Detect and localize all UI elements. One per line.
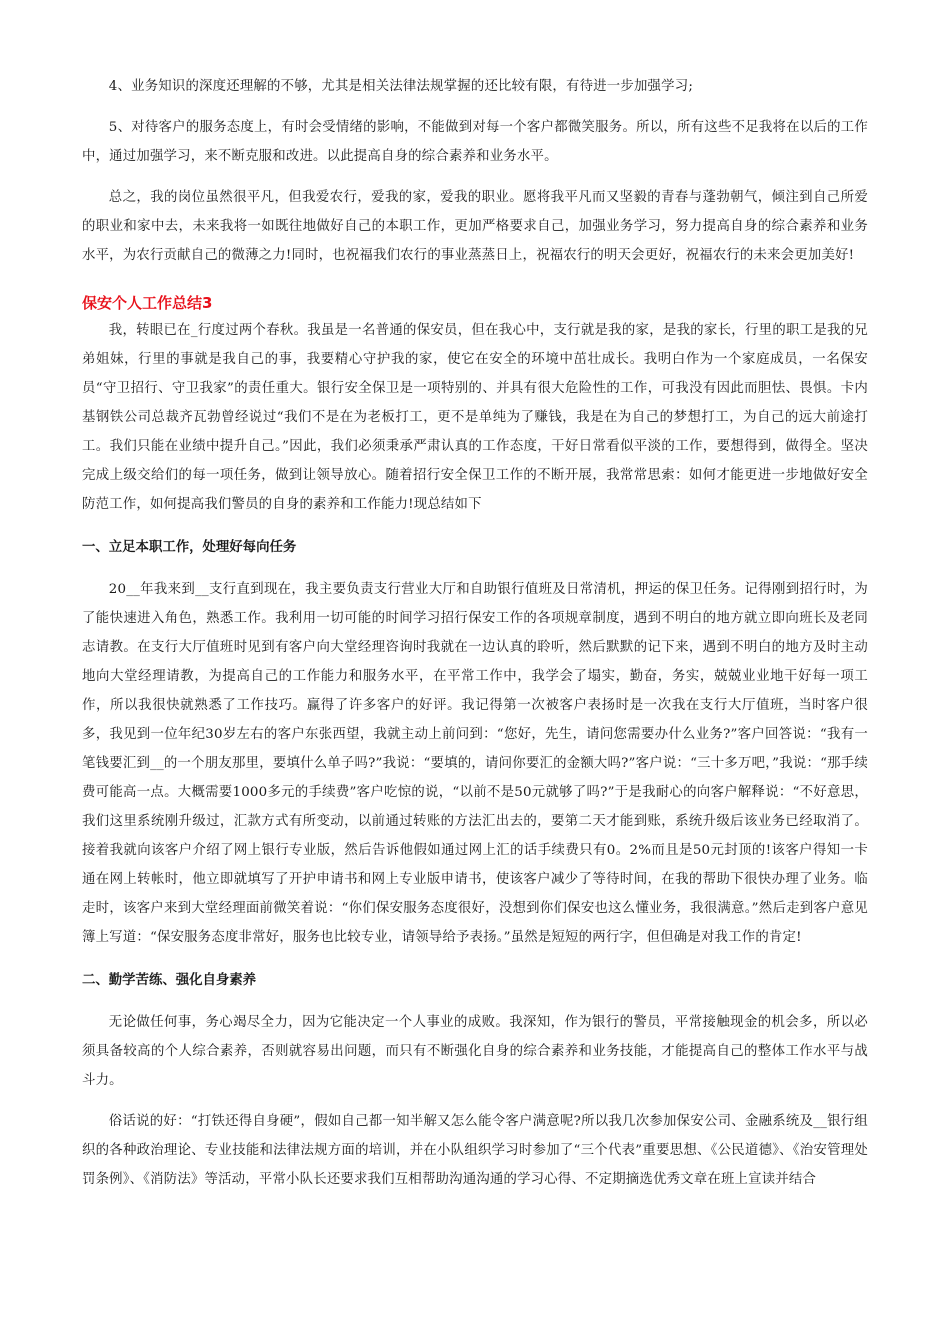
section-1-body: 20__年我来到__支行直到现在，我主要负责支行营业大厅和自助银行值班及日常清机，押运的保卫任务。记得刚到招行时，为了能快速进入角色，熟悉工作。我利用一切可能的时间学习招行保安工作的各项规章制度，遇到不明白的地方就立即向班长及老同志请教。在支行大厅值班时见到有客户向大堂经理咨询时我就在一边认真的聆听，然后默默的记下来，遇到不明白的地方及时主动地向大堂经理请教，为提高自己的工作能力和服务水平，在平常工作中，我学会了塌实，勤奋，务实，兢兢业业地干好每一项工作，所以我很快就熟悉了工作技巧。赢得了许多客户的好评。我记得第一次被客户表扬时是一次我在支行大厅值班，当时客户很多，我见到一位年纪30岁左右的客户东张西望，我就主动上前问到：“您好，先生，请问您需要办什么业务?”客户回答说：“我有一笔钱要汇到__的一个朋友那里，要填什么单子吗?”我说：“要填的，请问你要汇的金额大吗?”客户说：“三十多万吧，”我说：“那手续费可能高一点。大概需要1000多元的手续费”客户吃惊的说，“以前不是50元就够了吗?”于是我耐心的向客户解释说：“不好意思，我们这里系统刚升级过，汇款方式有所变动，以前通过转账的方法汇出去的，要第二天才能到账，系统升级后该业务已经取消了。接着我就向该客户介绍了网上银行专业版，然后告诉他假如通过网上汇的话手续费只有0。2%而且是50元封顶的!该客户得知一卡通在网上转帐时，他立即就填写了开护申请书和网上专业版申请书，使该客户减少了等待时间，在我的帮助下很快办理了业务。临走时，该客户来到大堂经理面前微笑着说：“你们保安服务态度很好，没想到你们保安也这么懂业务，我很满意。”然后走到客户意见簿上写道：“保安服务态度非常好，服务也比较专业，请领导给予表扬。”虽然是短短的两行字，但但确是对我工作的肯定! xyxy=(82,582,868,945)
section-1-heading: 一、立足本职工作，处理好每向任务 xyxy=(82,540,297,555)
conclusion-paragraph: 总之，我的岗位虽然很平凡，但我爱农行，爱我的家，爱我的职业。愿将我平凡而又坚毅的青春与蓬勃朝气，倾注到自己所爱的职业和家中去，未来我将一如既往地做好自己的本职工作，更加严格要求自己，加强业务学习，努力提高自身的综合素养和业务水平，为农行贡献自己的微薄之力!同时，也祝福我们农行的事业蒸蒸日上，祝福农行的明天会更好，祝福农行的未来会更加美好! xyxy=(82,190,868,263)
list-item-4: 4、业务知识的深度还理解的不够，尤其是相关法律法规掌握的还比较有限，有待进一步加强学习; xyxy=(108,79,694,94)
section-2-heading: 二、勤学苦练、强化自身素养 xyxy=(82,973,257,988)
section-2-paragraph: 俗话说的好：“打铁还得自身硬”，假如自己都一知半解又怎么能令客户满意呢?所以我几次参加保安公司、金融系统及__银行组织的各种政治理论、专业技能和法律法规方面的培训，并在小队组织学习时参加了“三个代表”重要思想、《公民道德》、《治安管理处罚条例》、《消防法》等活动，平常小队长还要求我们互相帮助沟通沟通的学习心得、不定期摘选优秀文章在班上宣读并结合 xyxy=(82,1114,868,1187)
document-page xyxy=(82,72,868,1194)
section-2-paragraph: 无论做任何事，务心竭尽全力，因为它能决定一个人事业的成败。我深知，作为银行的警员，平常接触现金的机会多，所以必须具备较高的个人综合素养，否则就容易出问题，而只有不断强化自身的综合素养和业务技能，才能提高自己的整体工作水平与战斗力。 xyxy=(82,1015,868,1088)
list-item-5: 5、对待客户的服务态度上，有时会受情绪的影响，不能做到对每一个客户都微笑服务。所以，所有这些不足我将在以后的工作中，通过加强学习，来不断克服和改进。以此提高自身的综合素养和业务水平。 xyxy=(82,120,868,164)
intro-paragraph: 我，转眼已在_行度过两个春秋。我虽是一名普通的保安员，但在我心中，支行就是我的家，是我的家长，行里的职工是我的兄弟姐妹，行里的事就是我自己的事，我要精心守护我的家，使它在安全的环境中茁壮成长。我明白作为一个家庭成员，一名保安员“守卫招行、守卫我家”的责任重大。银行安全保卫是一项特别的、并具有很大危险性的工作，可我没有因此而胆怯、畏惧。卡内基钢铁公司总裁齐瓦勃曾经说过“我们不是在为老板打工，更不是单纯为了赚钱，我是在为自己的梦想打工，为自己的远大前途打工。我们只能在业绩中提升自己。”因此，我们必须秉承严肃认真的工作态度，干好日常看似平淡的工作，要想得到，做得全。坚决完成上级交给们的每一项任务，做到让领导放心。随着招行安全保卫工作的不断开展，我常常思索：如何才能更进一步地做好安全防范工作，如何提高我们警员的自身的素养和工作能力!现总结如下 xyxy=(82,323,868,512)
section-title: 保安个人工作总结3 xyxy=(82,294,213,312)
